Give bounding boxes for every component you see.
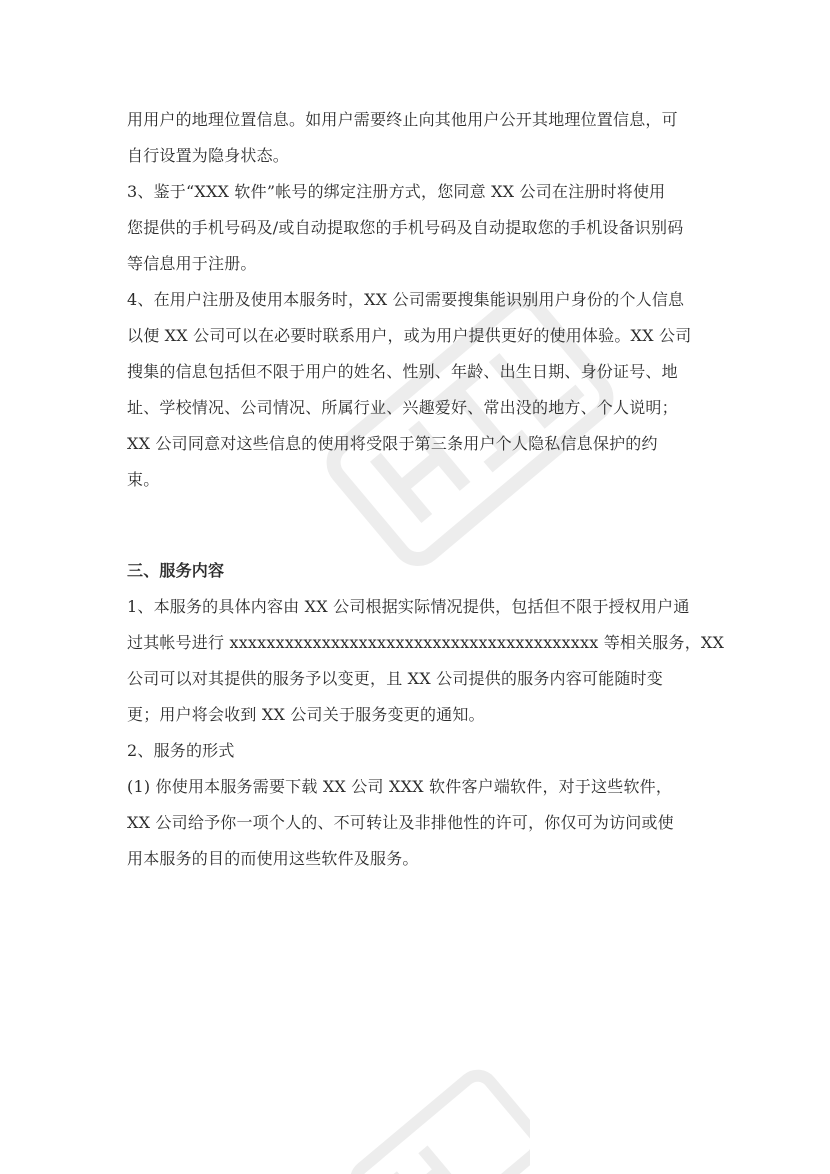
text-line: 您提供的手机号码及/或自动提取您的手机号码及自动提取您的手机设备识别码 [127,218,684,237]
text-line: 以便 XX 公司可以在必要时联系用户，或为用户提供更好的使用体验。XX 公司 [127,326,692,345]
text-line: 1、本服务的具体内容由 XX 公司根据实际情况提供，包括但不限于授权用户通 [127,597,690,616]
watermark-fragment-icon [330,1060,530,1174]
text-line: 等信息用于注册。 [127,254,257,273]
text-line: 公司可以对其提供的服务予以变更，且 XX 公司提供的服务内容可能随时变 [127,669,663,688]
text-line: 束。 [127,470,160,489]
text-line: XX 公司同意对这些信息的使用将受限于第三条用户个人隐私信息保护的约 [127,434,658,453]
text-line: 4、在用户注册及使用本服务时，XX 公司需要搜集能识别用户身份的个人信息 [127,290,685,309]
text-line: 过其帐号进行 xxxxxxxxxxxxxxxxxxxxxxxxxxxxxxxxxxxxxxxx 等相关服务，XX [127,633,725,652]
document-body [127,102,725,877]
section-heading: 三、服务内容 [127,561,225,580]
text-line: 更；用户将会收到 XX 公司关于服务变更的通知。 [127,705,485,724]
text-line: 搜集的信息包括但不限于用户的姓名、性别、年龄、出生日期、身份证号、地 [127,362,678,381]
text-line: 址、学校情况、公司情况、所属行业、兴趣爱好、常出没的地方、个人说明； [127,398,678,417]
text-line: 用本服务的目的而使用这些软件及服务。 [127,849,419,868]
text-line: 3、鉴于“XXX 软件”帐号的绑定注册方式，您同意 XX 公司在注册时将使用 [127,182,666,201]
text-line: 用用户的地理位置信息。如用户需要终止向其他用户公开其地理位置信息，可 [127,110,678,129]
text-line: 自行设置为隐身状态。 [127,146,290,165]
text-line: XX 公司给予你一项个人的、不可转让及非排他性的许可，你仅可为访问或使 [127,813,674,832]
text-line: (1) 你使用本服务需要下载 XX 公司 XXX 软件客户端软件，对于这些软件， [127,777,673,796]
section-spacer [127,498,707,553]
text-line: 2、服务的形式 [127,741,235,760]
